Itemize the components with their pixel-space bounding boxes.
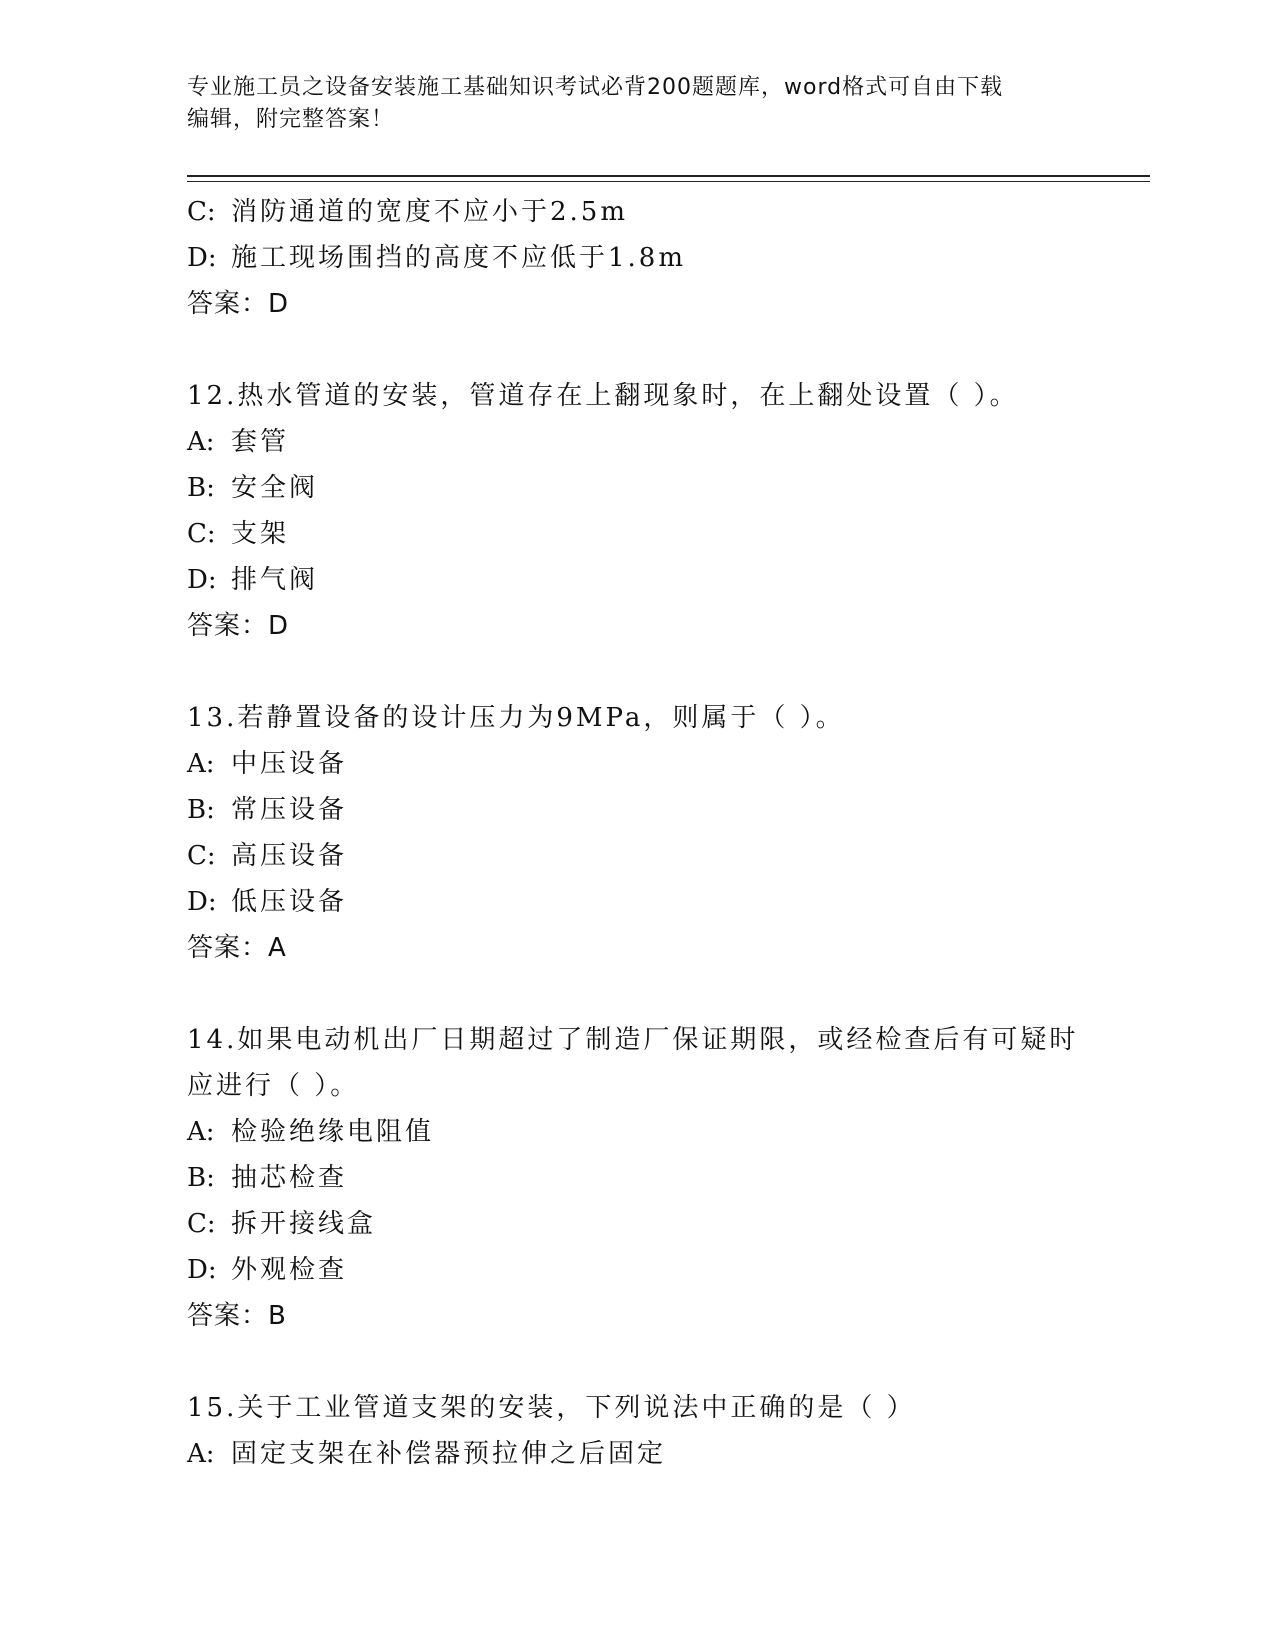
- option-label: D:: [187, 1255, 217, 1285]
- option-text: 低压设备: [231, 887, 348, 917]
- option-d: [187, 235, 1147, 281]
- question-text-line-1: 14.如果电动机出厂日期超过了制造厂保证期限，或经检查后有可疑时: [187, 1025, 1079, 1055]
- answer-line: 答案：D: [187, 611, 290, 641]
- question-text: 13.若静置设备的设计压力为9MPa，则属于（ ）。: [187, 703, 845, 733]
- option-label: D:: [187, 887, 217, 917]
- option-b: [187, 787, 1147, 833]
- option-label: A:: [187, 1439, 215, 1469]
- header-title-line-1: 专业施工员之设备安装施工基础知识考试必背200题题库，word格式可自由下载: [187, 75, 1004, 100]
- option-label: D:: [187, 243, 217, 273]
- option-text: 拆开接线盒: [231, 1209, 377, 1239]
- option-a: [187, 741, 1147, 787]
- question-block-12: [187, 373, 1147, 649]
- option-label: B:: [187, 795, 215, 825]
- option-text: 安全阀: [231, 473, 319, 503]
- option-c: [187, 833, 1147, 879]
- option-text: 外观检查: [231, 1255, 348, 1285]
- option-label: A:: [187, 1117, 215, 1147]
- option-label: D:: [187, 565, 217, 595]
- option-b: [187, 1155, 1147, 1201]
- option-d: [187, 879, 1147, 925]
- question-list: [187, 189, 1147, 1477]
- option-d: [187, 1247, 1147, 1293]
- question-block-15: [187, 1385, 1147, 1477]
- option-d: [187, 557, 1147, 603]
- option-text: 消防通道的宽度不应小于2.5m: [231, 197, 629, 227]
- answer-line: 答案：B: [187, 1301, 287, 1331]
- option-label: C:: [187, 519, 216, 549]
- page-header: [187, 72, 1087, 136]
- option-label: A:: [187, 427, 215, 457]
- header-divider-thick: [187, 175, 1150, 177]
- option-text: 高压设备: [231, 841, 348, 871]
- option-a: [187, 1109, 1147, 1155]
- option-text: 套管: [231, 427, 290, 457]
- option-a: [187, 419, 1147, 465]
- answer-line: 答案：A: [187, 933, 287, 963]
- question-block-14: [187, 1017, 1147, 1339]
- option-text: 中压设备: [231, 749, 348, 779]
- option-label: A:: [187, 749, 215, 779]
- option-text: 检验绝缘电阻值: [231, 1117, 435, 1147]
- header-divider-thin: [187, 181, 1150, 182]
- option-label: C:: [187, 841, 216, 871]
- option-label: B:: [187, 473, 215, 503]
- answer-line: 答案：D: [187, 289, 290, 319]
- option-text: 施工现场围挡的高度不应低于1.8m: [231, 243, 687, 273]
- option-a: [187, 1431, 1147, 1477]
- option-c: [187, 189, 1147, 235]
- question-text-line-2: 应进行（ ）。: [187, 1071, 360, 1101]
- option-c: [187, 1201, 1147, 1247]
- option-text: 排气阀: [231, 565, 319, 595]
- question-block-prev: [187, 189, 1147, 327]
- option-label: C:: [187, 197, 216, 227]
- header-title-line-2: 编辑，附完整答案！: [187, 107, 395, 132]
- option-label: B:: [187, 1163, 215, 1193]
- option-b: [187, 465, 1147, 511]
- option-text: 固定支架在补偿器预拉伸之后固定: [231, 1439, 667, 1469]
- option-text: 支架: [231, 519, 290, 549]
- option-c: [187, 511, 1147, 557]
- question-text: 15.关于工业管道支架的安装，下列说法中正确的是（ ）: [187, 1393, 916, 1423]
- question-block-13: [187, 695, 1147, 971]
- option-label: C:: [187, 1209, 216, 1239]
- question-text: 12.热水管道的安装，管道存在上翻现象时，在上翻处设置（ ）。: [187, 381, 1019, 411]
- option-text: 抽芯检查: [231, 1163, 348, 1193]
- option-text: 常压设备: [231, 795, 348, 825]
